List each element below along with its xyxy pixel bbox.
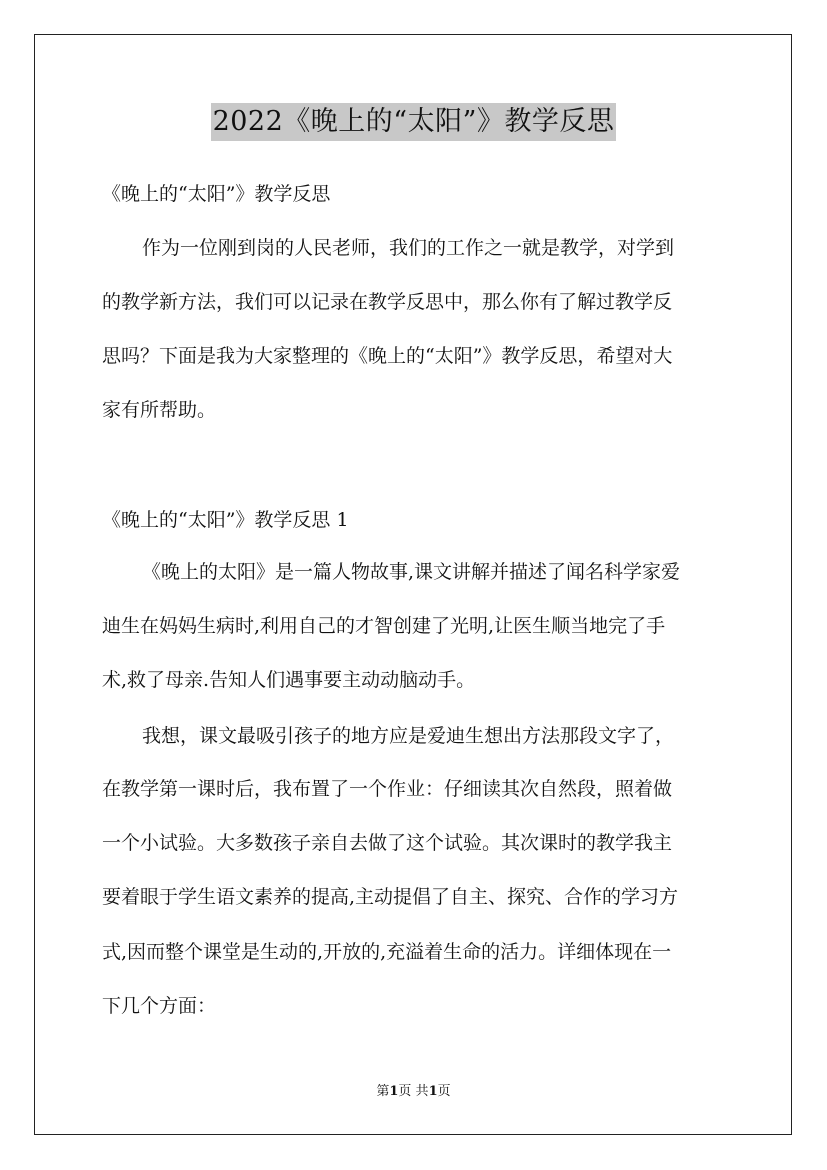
intro-line-2: 的教学新方法，我们可以记录在教学反思中，那么你有了解过教学反 xyxy=(102,291,673,313)
para2-line-6: 下几个方面： xyxy=(102,995,217,1017)
intro-line-3: 思吗？下面是我为大家整理的《晚上的“太阳”》教学反思，希望对大 xyxy=(102,345,673,367)
para2-line-3: 一个小试验。大多数孩子亲自去做了这个试验。其次课时的教学我主 xyxy=(102,832,673,854)
title-container xyxy=(0,103,827,141)
document-title: 2022《晚上的“太阳”》教学反思 xyxy=(211,103,617,141)
footer-mid: 页 共 xyxy=(398,1084,429,1099)
footer-prefix: 第 xyxy=(376,1084,390,1099)
para1-line-3: 术,救了母亲.告知人们遇事要主动动脑动手。 xyxy=(102,669,476,691)
section-heading: 《晚上的“太阳”》教学反思 1 xyxy=(102,509,349,531)
para2-line-2: 在教学第一课时后，我布置了一个作业：仔细读其次自然段，照着做 xyxy=(102,778,673,800)
intro-line-1: 作为一位刚到岗的人民老师，我们的工作之一就是教学，对学到 xyxy=(142,237,675,259)
intro-line-4: 家有所帮助。 xyxy=(102,399,217,421)
footer-page-number: 1 xyxy=(389,1084,399,1099)
para1-line-1: 《晚上的太阳》是一篇人物故事,课文讲解并描述了闻名科学家爱 xyxy=(142,561,681,583)
para1-line-2: 迪生在妈妈生病时,利用自己的才智创建了光明,让医生顺当地完了手 xyxy=(102,615,666,637)
footer-suffix: 页 xyxy=(437,1084,451,1099)
page-footer xyxy=(0,1083,827,1101)
para2-line-5: 式,因而整个课堂是生动的,开放的,充溢着生命的活力。详细体现在一 xyxy=(102,941,672,963)
footer-total-pages: 1 xyxy=(428,1084,438,1099)
para2-line-1: 我想，课文最吸引孩子的地方应是爱迪生想出方法那段文字了， xyxy=(142,725,675,747)
para2-line-4: 要着眼于学生语文素养的提高,主动提倡了自主、探究、合作的学习方 xyxy=(102,886,679,908)
subtitle: 《晚上的“太阳”》教学反思 xyxy=(102,183,331,205)
